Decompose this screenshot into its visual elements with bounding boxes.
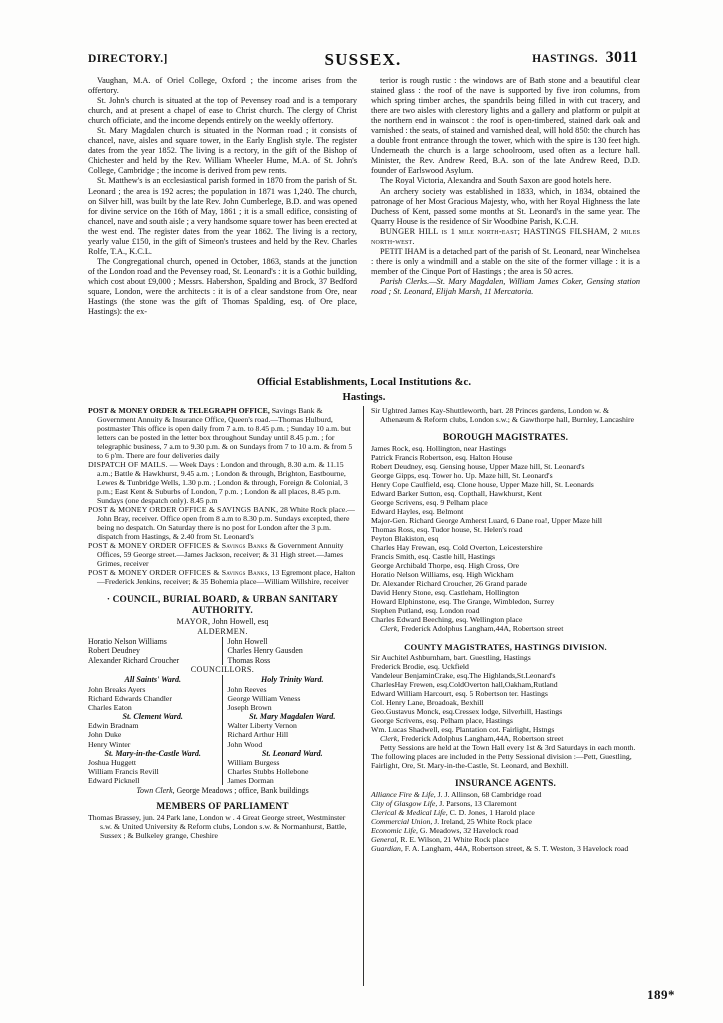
running-head [88, 50, 638, 70]
councillor-name: William Burgess [227, 758, 280, 767]
insurance-company: Guardian, [371, 844, 403, 853]
mps-head: MEMBERS OF PARLIAMENT [156, 801, 289, 812]
prose-column-left [88, 76, 357, 317]
town-clerk-value: George Meadows ; office, Bank buildings [174, 786, 309, 796]
magistrate-entry: Robert Deudney, esq. Gensing house, Upper Maze hill, St. Leonard's [371, 462, 585, 471]
section-title-place: Hastings. [342, 392, 386, 403]
ward-title: St. Leonard Ward. [261, 748, 323, 758]
directory-columns [88, 406, 640, 986]
prose-paragraph: Vaughan, M.A. of Oriel College, Oxford ; the income arises from the offertory. [88, 76, 357, 96]
county-magistrate-entry: Edward William Harcourt, esq. 5 Robertson ter. Hastings [371, 689, 548, 698]
insurance-company: City of Glasgow Life, [371, 799, 438, 808]
alderman-name: Horatio Nelson Williams [88, 637, 167, 646]
council-head-dot: · [106, 595, 113, 605]
councillor-name: Richard Edwards Chandler [88, 693, 172, 703]
aldermen-right [222, 637, 358, 665]
magistrate-entry: James Rock, esq. Hollington, near Hastings [371, 444, 507, 453]
prose-paragraph: The Congregational church, opened in October, 1863, stands at the junction of the London road and the Pevensey road, St. Leonard's : it is a Gothic building, which cost about £9,000 ; Messrs. Habershon, Spalding and Brock, 37 Bedford square, London, were the architects : it is of a clear sandstone from Ore, near Hastings (the stone was the gift of Thomas Spalding, esq. of Ore place, Hastings): the ex- [88, 256, 357, 317]
councillor-name: Charles Stubbs Hollebone [227, 767, 309, 777]
mayor-row [88, 617, 357, 627]
council-head-line2: AUTHORITY. [192, 606, 253, 616]
county-magistrates-head: COUNTY MAGISTRATES, HASTINGS DIVISION. [404, 642, 607, 652]
aldermen-table [88, 637, 357, 665]
town-clerk-label: Town Clerk, [136, 786, 175, 796]
insurance-agent-entry [371, 799, 640, 808]
clerk-value: Frederick Adolphus Langham,44A, Robertson street [399, 734, 564, 743]
directory-entry-po-savings-3 [88, 568, 357, 586]
councillors-table [88, 675, 357, 785]
insurance-agent-entry [371, 844, 640, 853]
ward-title: Holy Trinity Ward. [260, 675, 324, 685]
prose-paragraph: St. Matthew's is an ecclesiastical parish formed in 1870 from the parish of St. Leonard ; the area is 192 acres; the population in 1871 was 1,240. The church, on Silver hill, was built by the late Rev. John Cumberlege, B.D. and was opened for divine service on the 16th of May, 1861 ; it is a small edifice, consisting of chancel, nave and south aisle ; a very handsome square tower has been erected at the west end. The register dates from the year 1862. The living is a rectory, yearly value £150, in the gift of Simeon's trustees and held by the Rev. Charles Rolfe, T.A., K.C.L. [88, 176, 357, 256]
magistrate-entry: Major-Gen. Richard George Amherst Luard, 6 Dane roa!, Upper Maze hill [371, 516, 603, 525]
magistrate-entry: Patrick Francis Robertson, esq. Halton House [371, 453, 513, 462]
county-magistrate-entry: CharlesHay Frewen, esq.ColdOverton hall,Oakham,Rutland [371, 680, 558, 689]
folio-signature: 189* [647, 987, 675, 1002]
magistrate-entry: Edward Hayles, esq. Belmont [371, 507, 464, 516]
insurance-agent-entry [371, 817, 640, 826]
page-number: 3011 [605, 49, 638, 66]
insurance-agent: G. Meadows, 32 Havelock road [417, 826, 519, 835]
alderman-name: Thomas Ross [227, 655, 271, 665]
prose-paragraph-parish-clerks: Parish Clerks.—St. Mary Magdalen, William James Coker, Gensing station road ; St. Leonard, Elijah Marsh, 11 Mercatoria. [371, 276, 640, 296]
county-magistrate-entry: Col. Henry Lane, Broadoak, Bexhill [371, 698, 484, 707]
entry-head: POST & MONEY ORDER OFFICE & SAVINGS BANK, [88, 505, 279, 514]
directory-column-left [88, 406, 363, 986]
magistrate-entry: Henry Cope Caulfield, esq. Clone house, Upper Maze hill, St. Leonards [371, 480, 594, 489]
clerk-label: Clerk, [380, 734, 400, 743]
insurance-agent: J. Parsons, 13 Claremont [437, 799, 517, 808]
councillors-left [88, 675, 222, 785]
prose-paragraph: The Royal Victoria, Alexandra and South Saxon are good hotels here. [380, 176, 612, 186]
ward-title: All Saints' Ward. [124, 675, 182, 685]
petty-sessions-note: Petty Sessions are held at the Town Hall every 1st & 3rd Saturdays in each month. The following places are included in the Petty Sessional division :—Pett, Guestling, Fairlight, Ore, St. Mary-in-the-Castle, St. Leonard, and Bexhill. [371, 743, 636, 770]
councillor-name: Richard Arthur Hill [227, 730, 289, 740]
magistrate-entry: Charles Hay Frewan, esq. Cold Overton, Leicestershire [371, 543, 543, 552]
insurance-company: Alliance Fire & Life, [371, 790, 436, 799]
mp-entry-continued: Sir Ughtred James Kay-Shuttleworth, bart. 28 Princes gardens, London w. & Athenæum & Reform clubs, London s.w.; & Gawthorpe hall, Burnley, Lancashire [371, 406, 635, 424]
councillors-right [222, 675, 358, 785]
councillor-name: Henry Winter [88, 739, 131, 749]
county-magistrate-entry: George Scrivens, esq. Pelham place, Hastings [371, 716, 513, 725]
entry-body: Savings Bank & Government Annuity & Insurance Office, Queen's road.—Thomas Hulburd, postmaster This office is open daily from 7 a.m. to 8.45 p.m. ; Sunday 10 a.m. but letters can be posted in the letter box throughout Sunday until 8.45 p.m. ; for telegraphic business, 7 a.m to 9.30 p.m. & on Sundays from 7 to 10 a.m. & from 5 to 6 p'm. There are four deliveries daily [97, 406, 353, 460]
section-title-official: Official Establishments, Local Institutions &c. [256, 377, 472, 388]
entry-body: 13 Egremont place, Halton—Frederick Jenkins, receiver; & 35 Bohemia place—William Willshire, receiver [97, 568, 356, 586]
town-clerk-row [88, 786, 357, 795]
ward-title: St. Clement Ward. [122, 711, 183, 721]
magistrate-entry: David Henry Stone, esq. Castleham, Hollington [371, 588, 520, 597]
clerk-value: Frederick Adolphus Langham,44A, Robertson street [399, 624, 564, 633]
insurance-agent: J. Ireland, 25 White Rock place [432, 817, 532, 826]
mayor-label: MAYOR, [176, 617, 211, 626]
prose-column-right [371, 76, 640, 317]
insurance-company: General, [371, 835, 399, 844]
magistrate-entry: Thomas Ross, esq. Tudor house, St. Helen's road [371, 525, 523, 534]
insurance-agent: J. J. Allinson, 68 Cambridge road [435, 790, 542, 799]
insurance-agent-entry [371, 808, 640, 817]
county-magistrate-entry: Sir Auchitel Ashburnham, bart. Guestling, Hastings [371, 653, 531, 662]
magistrate-entry: Peyton Blakiston, esq [371, 534, 439, 543]
running-head-county: SUSSEX. [324, 50, 402, 69]
magistrate-entry: George Archibald Thorpe, esq. High Cross, Ore [371, 561, 520, 570]
clerk-label: Clerk, [380, 624, 400, 633]
magistrate-entry: Edward Barker Sutton, esq. Copthall, Hawkhurst, Kent [371, 489, 542, 498]
insurance-company: Commercial Union, [371, 817, 433, 826]
entry-head: POST & MONEY ORDER & TELEGRAPH OFFICE, [88, 406, 270, 415]
prose-columns [88, 76, 640, 317]
councillor-name: James Dorman [227, 776, 274, 786]
magistrate-entry: Dr. Alexander Richard Croucher, 26 Grand parade [371, 579, 527, 588]
council-head-text: COUNCIL, BURIAL BOARD, & URBAN SANITARY [112, 595, 339, 605]
mayor-name: John Howell, esq [210, 617, 269, 626]
magistrate-entry: Francis Smith, esq. Castle hill, Hastings [371, 552, 495, 561]
councillor-name: George William Veness [227, 693, 301, 703]
prose-paragraph: terior is rough rustic : the windows are of Bath stone and a beautiful clear stained glass : the roof of the nave is supported by five iron columns, from which spring timber arches, the spandrils being filled in with cut tracery, and there are two aisles with clerestory lights and a gallery and platform or pulpit at the northern end in wainscot : the roof is open-timbered, stained dark oak and varnished : the seats, of stained and varnished deal, will hold 850: the church has a double front entrance through the tower, which with the spire is 130 feet high. Underneath the church is a large schoolroom, used often as a lecture hall. Minister, the Rev. Andrew Reed, B.A. son of the late Andrew Reed, D.D. founder of Earlswood Asylum. [371, 76, 640, 176]
directory-entry-dispatch [88, 460, 357, 505]
magistrate-entry: Howard Elphinstone, esq. The Grange, Wimbledon, Surrey [371, 597, 555, 606]
councillor-name: Walter Liberty Vernon [227, 721, 297, 731]
councillor-name: Joshua Huggett [88, 758, 137, 767]
mp-entry: Thomas Brassey, jun. 24 Park lane, London w . 4 Great George street, Westminster s.w. & United University & Reform clubs, London s.w. & Normanhurst, Battle, Sussex ; & Bulkeley grange, Cheshire [88, 812, 347, 840]
prose-paragraph: St. John's church is situated at the top of Pevensey road and is a temporary church, and at present a chapel of ease to Christ church. The clergy of Christ church officiate, and the income depends entirely on the weekly offertory. [88, 96, 357, 126]
running-head-town: HASTINGS. [532, 53, 598, 65]
running-head-left: DIRECTORY.] [88, 53, 168, 65]
entry-body: 28 White Rock place.—John Bray, receiver. Office open from 8 a.m to 8.30 p.m. Sundays excepted, there being no despatch. On Saturday there is no post for London after the 3 p.m. dispatch from Hastings, & 2.40 from St. Leonard's [97, 505, 355, 541]
insurance-company: Clerical & Medical Life, [371, 808, 448, 817]
county-magistrate-entry: Frederick Brodie, esq. Uckfield [371, 662, 469, 671]
councillor-name: Joseph Brown [227, 702, 272, 712]
councillor-name: Charles Eaton [88, 702, 132, 712]
magistrate-entry: George Gipps, esq. Tower ho. Up. Maze hill, St. Leonard's [371, 471, 553, 480]
borough-clerk-row [371, 624, 640, 633]
councillor-name: Edwin Bradnam [88, 721, 139, 731]
county-clerk-row [371, 734, 640, 743]
entry-body: — Week Days : London and through, 8.30 a.m. & 11.15 a.m.; Battle & Hawkhurst, 9.45 a.m. ; London & through, Brighton, Eastbourne, Lewes & Tunbridge Wells, 1.30 p.m. ; London & through, Foreign & Colonial, 3 p.m.; East Kent & Suburbs of London, 7 p.m. ; London & all places, 8.45 p.m. Sundays (one despatch only). 8.45 p.m [97, 460, 348, 505]
prose-paragraph-place: BUNGER HILL is 1 mile north-east; HASTINGS FILSHAM, 2 miles north-west. [371, 226, 640, 246]
magistrate-entry: Stephen Putland, esq. London road [371, 606, 480, 615]
county-magistrate-entry: Vandeleur BenjaminCrake, esq.The Highlands,St.Leonard's [371, 671, 556, 680]
alderman-name: Robert Deudney [88, 646, 140, 656]
aldermen-left [88, 637, 222, 665]
aldermen-label: ALDERMEN. [197, 627, 248, 636]
directory-column-right [363, 406, 640, 986]
entry-head: DISPATCH OF MAILS. [88, 460, 168, 469]
prose-paragraph: PETIT IHAM is a detached part of the parish of St. Leonard, near Winchelsea : there is only a windmill and a stable on the site of the former village : it is a member of the Cinque Port of Hastings ; the area is 50 acres. [371, 246, 640, 276]
alderman-name: Charles Henry Gausden [227, 646, 303, 656]
insurance-agent-entry [371, 835, 640, 844]
alderman-name: John Howell [227, 637, 268, 646]
county-magistrate-entry: Geo.Gustavus Monck, esq.Cressex lodge, Silverhill, Hastings [371, 707, 563, 716]
magistrate-entry: Horatio Nelson Williams, esq. High Wickham [371, 570, 514, 579]
directory-entry-po-savings-2 [88, 541, 357, 568]
prose-paragraph: St. Mary Magdalen church is situated in the Norman road ; it consists of chancel, nave, aisles and square tower, in the Early English style. The register dates from the year 1852. The living is a rectory, in the gift of the Bishop of Chichester and held by the Rev. William Wheeler Hume, M.A. of St. John's College, Cambridge ; the income is derived from pew rents. [88, 126, 357, 176]
councillor-name: William Francis Revill [88, 767, 159, 777]
councillor-name: John Breaks Ayers [88, 684, 146, 694]
council-head-line1 [88, 595, 357, 606]
directory-entry-po-savings-1 [88, 505, 357, 541]
ward-title: St. Mary-in-the-Castle Ward. [104, 748, 201, 758]
magistrate-entry: Charles Edward Beeching, esq. Wellington place [371, 615, 523, 624]
insurance-agent: F. A. Langham, 44A, Robertson street, & S. T. Weston, 3 Havelock road [402, 844, 629, 853]
borough-magistrates-head: BOROUGH MAGISTRATES. [442, 433, 569, 443]
councillor-name: John Wood [227, 739, 263, 749]
councillor-name: Edward Picknell [88, 776, 140, 786]
insurance-agent-entry [371, 826, 640, 835]
entry-head: POST & MONEY ORDER OFFICES & Savings Banks & [88, 541, 276, 550]
insurance-agent: C. D. Jones, 1 Harold place [447, 808, 535, 817]
insurance-company: Economic Life, [371, 826, 418, 835]
directory-entry-post-office [88, 406, 357, 460]
magistrate-entry: George Scrivens, esq. 9 Pelham place [371, 498, 488, 507]
county-magistrate-entry: Wm. Lucas Shadwell, esq. Plantation cot. Fairlight, Hstngs [371, 725, 555, 734]
entry-body: Government Annuity Offices, 59 George street.—James Jackson, receiver; & 31 High street.—James Grimes, receiver [97, 541, 344, 568]
insurance-agent-entry [371, 790, 640, 799]
ward-title: St. Mary Magdalen Ward. [249, 711, 336, 721]
councillors-label: COUNCILLORS. [190, 665, 255, 675]
councillor-name: John Reeves [227, 684, 267, 694]
entry-head: POST & MONEY ORDER OFFICES & Savings Banks, [88, 568, 270, 577]
insurance-agents-head: INSURANCE AGENTS. [454, 779, 557, 789]
councillor-name: John Duke [88, 730, 122, 740]
prose-paragraph: An archery society was established in 1833, which, in 1834, obtained the patronage of her Most Gracious Majesty, who, with her Royal Highness the late Duchess of Kent, passed some months at St. Leonard's in the same year. The Quarry House is the residence of Sir Woodbine Parish, K.C.H. [371, 186, 640, 226]
alderman-name: Alexander Richard Croucher [88, 655, 180, 665]
insurance-agent: R. E. Wilson, 21 White Rock place [398, 835, 509, 844]
